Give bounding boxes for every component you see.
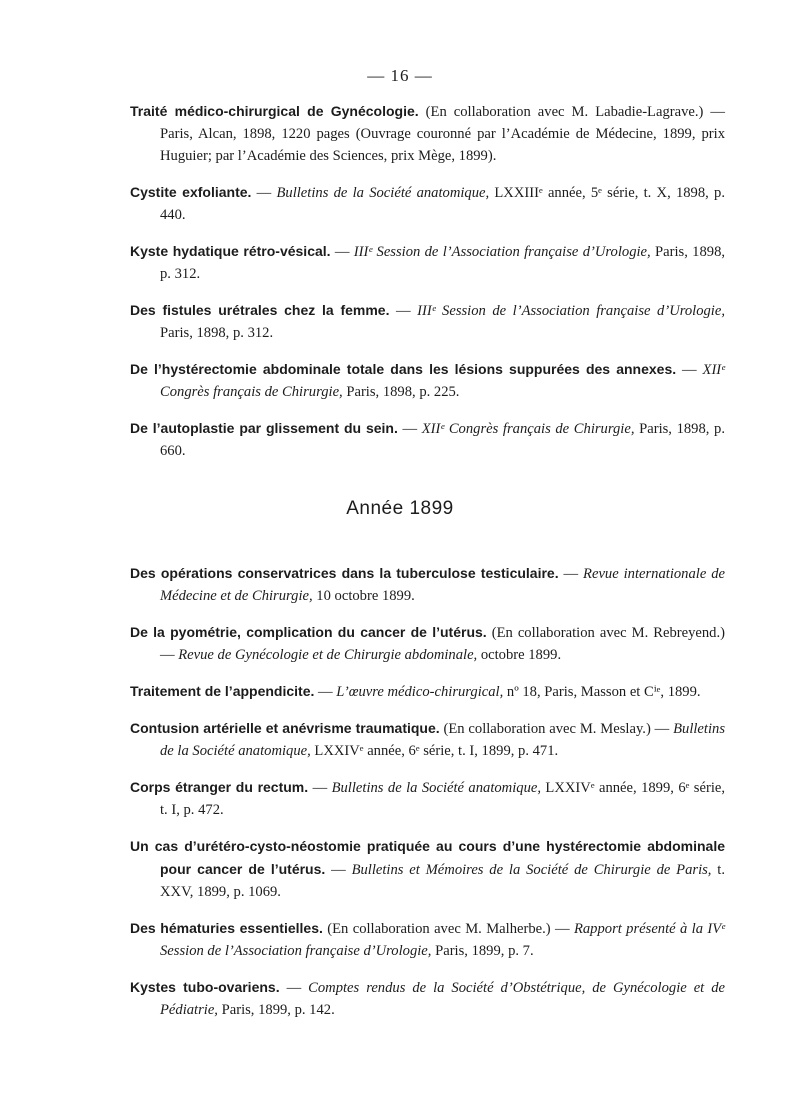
bibliography-entry [130,240,725,285]
entry-text: — [397,421,422,437]
entry-source: Comptes rendus de la Société d’Obstétrique, de Gynécologie et de Pédiatrie, [160,980,725,1018]
entry-details: Paris, 1898, p. 312. [160,244,726,282]
entry-title: Des fistules urétrales chez la femme. [130,302,390,318]
entry-text: (En collaboration avec M. Rebreyend.) — [160,625,725,663]
bibliography-entry [130,717,725,762]
section-heading-year: Année 1899 [346,498,454,519]
bibliography-entry [130,181,725,226]
entry-source: IIIᵉ Session de l’Association française d’Urologie, [417,303,725,319]
entry-source: Bulletins de la Société anatomique, [276,185,490,201]
entry-details: LXXIVᵉ année, 6ᵉ série, t. I, 1899, p. 471. [310,743,559,759]
entry-source: L’œuvre médico-chirurgical, [336,684,504,700]
entry-title: De la pyométrie, complication du cancer de l’utérus. [130,624,487,640]
bibliography-entry [130,835,725,903]
bibliography-entry [130,621,725,666]
entry-title: Contusion artérielle et anévrisme traumatique. [130,720,440,736]
entry-details: nº 18, Paris, Masson et Cⁱᵉ, 1899. [503,684,701,700]
bibliography-entry [130,562,725,607]
entry-details: Paris, 1898, p. 312. [160,325,274,341]
entry-details: Paris, 1898, p. 225. [342,384,460,400]
entry-title: Un cas d’urétéro-cysto-néostomie pratiquée au cours d’une hystérectomie abdominale pour cancer de l’utérus. [130,838,725,877]
entry-details: 10 octobre 1899. [312,588,415,604]
bibliography-entry [130,417,725,462]
entry-text: — [314,684,337,700]
bibliography-entry [130,299,725,344]
entry-source: Revue de Gynécologie et de Chirurgie abdominale, [178,647,478,663]
entry-source: Bulletins de la Société anatomique, [331,780,541,796]
entry-details: LXXIVᵉ année, 1899, 6ᵉ série, t. I, p. 472. [160,780,725,818]
entry-title: Kystes tubo-ovariens. [130,979,280,995]
entry-title: Des hématuries essentielles. [130,920,323,936]
entry-details: Paris, 1899, p. 7. [431,943,534,959]
entry-title: Traité médico-chirurgical de Gynécologie. [130,103,419,119]
entry-details: LXXIIIᵉ année, 5ᵉ série, t. X, 1898, p. 440. [160,185,725,223]
entry-title: Kyste hydatique rétro-vésical. [130,243,331,259]
entry-title: Cystite exfoliante. [130,184,252,200]
bibliography-entry [130,976,725,1021]
bibliography-entry [130,100,725,167]
entry-source: Revue internationale de Médecine et de Chirurgie, [160,566,726,604]
entry-title: De l’autoplastie par glissement du sein. [130,420,398,436]
bibliography-entry [130,917,725,962]
entry-title: Des opérations conservatrices dans la tuberculose testiculaire. [130,565,559,581]
entry-title: Corps étranger du rectum. [130,779,309,795]
entry-source: Rapport présenté à la IVᵉ Session de l’Association française d’Urologie, [160,921,725,959]
entry-text: (En collaboration avec M. Malherbe.) — [322,921,574,937]
entry-text: — [308,780,332,796]
page-number: — 16 — [367,66,433,85]
entry-source: XIIᵉ Congrès français de Chirurgie, [160,362,725,400]
entry-text: — [251,185,277,201]
entry-text: — [330,244,354,260]
entry-text: — [558,566,584,582]
bibliography-list-1899 [130,562,725,1035]
entry-text: (En collaboration avec M. Labadie-Lagrave.) — Paris, Alcan, 1898, 1220 pages (Ouvrage couronné par l’Académie de Médecine, 1899, prix Huguier; par l’Académie des Sciences, prix Mège, 1899). [160,104,725,164]
entry-source: XIIᵉ Congrès français de Chirurgie, [421,421,635,437]
bibliography-entry [130,358,725,403]
entry-source: Bulletins de la Société anatomique, [160,721,725,759]
entry-details: octobre 1899. [477,647,562,663]
entry-text: (En collaboration avec M. Meslay.) — [439,721,674,737]
entry-title: Traitement de l’appendicite. [130,683,315,699]
entry-source: IIIᵉ Session de l’Association française d’Urologie, [353,244,651,260]
entry-source: Bulletins et Mémoires de la Société de Chirurgie de Paris, [351,862,712,878]
entry-details: t. XXV, 1899, p. 1069. [160,862,725,900]
entry-text: — [279,980,309,996]
bibliography-entry [130,776,725,821]
entry-details: Paris, 1898, p. 660. [160,421,725,459]
bibliography-entry [130,680,725,703]
entry-details: Paris, 1899, p. 142. [217,1002,335,1018]
entry-text: — [676,362,703,378]
bibliography-list-1898 [130,100,725,476]
entry-title: De l’hystérectomie abdominale totale dans les lésions suppurées des annexes. [130,361,677,377]
entry-text: — [389,303,418,319]
entry-text: — [325,862,352,878]
